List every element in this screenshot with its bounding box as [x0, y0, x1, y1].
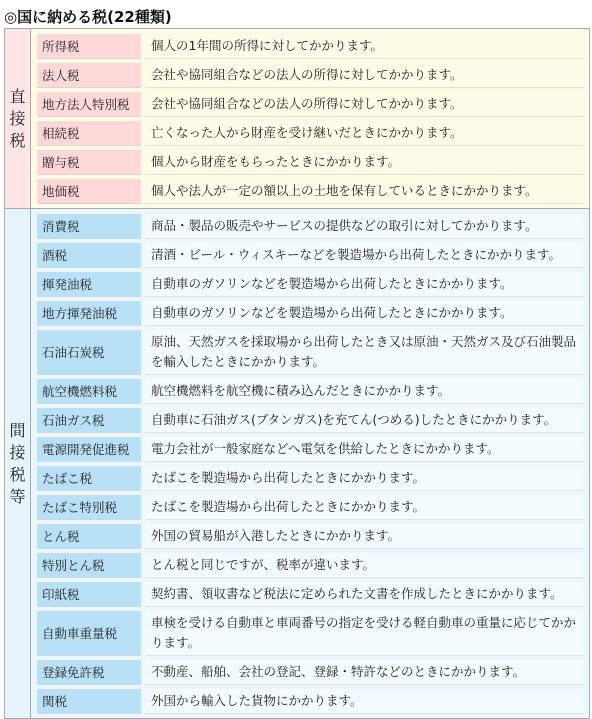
tax-row: [37, 689, 584, 714]
tax-description: 自動車のガソリンなどを製造場から出荷したときにかかります。: [145, 301, 584, 326]
tax-description: 外国から輸入した貨物にかかります。: [145, 689, 584, 714]
category-indirect: [5, 209, 31, 719]
tax-name: 消費税: [37, 214, 141, 239]
page-title: ◎国に納める税(22種類): [4, 8, 172, 26]
tax-row: [37, 272, 584, 297]
tax-description: 車検を受ける自動車と車両番号の指定を受ける軽自動車の重量に応じてかかります。: [145, 611, 584, 656]
tax-name: とん税: [37, 524, 141, 549]
tax-row: [37, 660, 584, 685]
tax-description: 清酒・ビール・ウィスキーなどを製造場から出荷したときにかかります。: [145, 243, 584, 268]
tax-name: 印紙税: [37, 582, 141, 607]
tax-description: 個人の1年間の所得に対してかかります。: [145, 34, 584, 59]
tax-row: [37, 495, 584, 520]
tax-row: [37, 611, 584, 656]
category-direct: [5, 29, 31, 209]
indirect-tax-list-cell: [31, 209, 590, 719]
category-direct-label: 直接税: [9, 86, 26, 150]
tax-name: たばこ特別税: [37, 495, 141, 520]
tax-name: 電源開発促進税: [37, 437, 141, 462]
tax-description: 自動車に石油ガス(ブタンガス)を充てん(つめる)したときにかかります。: [145, 408, 584, 433]
tax-row: [37, 466, 584, 491]
tax-row: [37, 301, 584, 326]
tax-name: 酒税: [37, 243, 141, 268]
tax-row: [37, 524, 584, 549]
tax-row: [37, 379, 584, 404]
category-indirect-label: 間接税等: [9, 420, 26, 506]
tax-description: 外国の貿易船が入港したときにかかります。: [145, 524, 584, 549]
tax-row: [37, 553, 584, 578]
tax-name: 関税: [37, 689, 141, 714]
direct-tax-list: [31, 29, 589, 208]
tax-name: 石油ガス税: [37, 408, 141, 433]
direct-tax-section: [5, 29, 590, 209]
indirect-tax-list: [31, 209, 589, 718]
tax-row: [37, 121, 584, 146]
direct-tax-list-cell: [31, 29, 590, 209]
tax-name: 地方法人特別税: [37, 92, 141, 117]
tax-description: 契約書、領収書など税法に定められた文書を作成したときにかかります。: [145, 582, 584, 607]
tax-description: 自動車のガソリンなどを製造場から出荷したときにかかります。: [145, 272, 584, 297]
tax-row: [37, 408, 584, 433]
tax-name: 贈与税: [37, 150, 141, 175]
tax-row: [37, 92, 584, 117]
tax-description: 亡くなった人から財産を受け継いだときにかかります。: [145, 121, 584, 146]
tax-description: 個人から財産をもらったときにかかります。: [145, 150, 584, 175]
tax-row: [37, 63, 584, 88]
tax-description: 航空機燃料を航空機に積み込んだときにかかります。: [145, 379, 584, 404]
tax-row: [37, 330, 584, 375]
tax-name: 石油石炭税: [37, 330, 141, 375]
tax-row: [37, 582, 584, 607]
tax-row: [37, 150, 584, 175]
tax-description: 会社や協同組合などの法人の所得に対してかかります。: [145, 63, 584, 88]
tax-description: たばこを製造場から出荷したときにかかります。: [145, 466, 584, 491]
tax-name: 地価税: [37, 179, 141, 204]
tax-row: [37, 34, 584, 59]
tax-description: とん税と同じですが、税率が違います。: [145, 553, 584, 578]
tax-row: [37, 243, 584, 268]
tax-description: 商品・製品の販売やサービスの提供などの取引に対してかかります。: [145, 214, 584, 239]
tax-name: 所得税: [37, 34, 141, 59]
tax-name: 登録免許税: [37, 660, 141, 685]
tax-description: たばこを製造場から出荷したときにかかります。: [145, 495, 584, 520]
tax-row: [37, 214, 584, 239]
tax-name: 地方揮発油税: [37, 301, 141, 326]
tax-name: 相続税: [37, 121, 141, 146]
tax-row: [37, 437, 584, 462]
indirect-tax-section: [5, 209, 590, 719]
tax-name: 航空機燃料税: [37, 379, 141, 404]
tax-name: たばこ税: [37, 466, 141, 491]
tax-name: 揮発油税: [37, 272, 141, 297]
tax-row: [37, 179, 584, 204]
tax-description: 個人や法人が一定の額以上の土地を保有しているときにかかります。: [145, 179, 584, 204]
tax-table: [4, 28, 590, 719]
tax-name: 法人税: [37, 63, 141, 88]
tax-description: 電力会社が一般家庭などへ電気を供給したときにかかります。: [145, 437, 584, 462]
tax-description: 会社や協同組合などの法人の所得に対してかかります。: [145, 92, 584, 117]
tax-description: 原油、天然ガスを採取場から出荷したとき又は原油・天然ガス及び石油製品を輸入したときにかかります。: [145, 330, 584, 375]
tax-description: 不動産、船舶、会社の登記、登録・特許などのときにかかります。: [145, 660, 584, 685]
tax-name: 自動車重量税: [37, 611, 141, 656]
tax-name: 特別とん税: [37, 553, 141, 578]
